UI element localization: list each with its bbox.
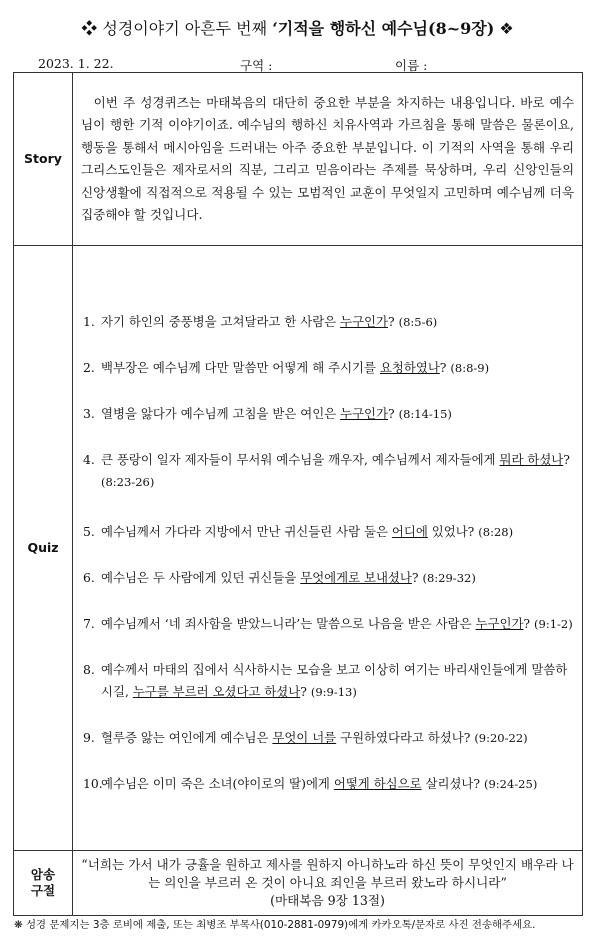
- quiz-question: 예수님은 두 사람에게 있던 귀신들을: [101, 569, 301, 585]
- quiz-question: 백부장은 예수님께 다만 말씀만 어떻게 해 주시기를: [101, 359, 380, 375]
- quiz-underlined: 어디에: [391, 523, 428, 539]
- memory-verse-reference: (마태복음 9장 13절): [270, 893, 385, 908]
- quiz-question-end: ?: [411, 569, 423, 585]
- story-text: 이번 주 성경퀴즈는 마태복음의 대단히 중요한 부분을 차지하는 내용입니다. 바로 예수님이 행한 기적 이야기이죠. 예수님의 행하신 치유사역과 가르침을 통해 말씀은 물론이요, 행동을 통해서 메시아임을 드러내는 아주 중요한 부분입니다. 이 기적의 사역을 통해 우리 그리스도인들은 제자로서의 직분, 그리고 믿음이라는 주제를 묵상하며, 우리 신앙인들의 신앙생활에 직접적으로 적용될 수 있는 모범적인 교훈이 무엇일지 고민하며 예수님께 더욱 집중해야 할 것입니다.: [73, 73, 583, 246]
- quiz-number: 2.: [83, 359, 95, 375]
- quiz-item-9: [83, 727, 574, 749]
- quiz-reference: (8:29-32): [422, 570, 476, 585]
- quiz-reference: (9:1-2): [534, 616, 573, 631]
- quiz-item-2: [83, 357, 574, 379]
- name-field-label: 이름 :: [395, 58, 428, 73]
- quiz-question: 열병을 앓다가 예수님께 고침을 받은 여인은: [101, 405, 341, 421]
- quiz-item-5: [83, 521, 574, 543]
- quiz-question-end: ?: [387, 405, 399, 421]
- region-field-label: 구역 :: [240, 58, 273, 73]
- quiz-label: Quiz: [14, 246, 73, 851]
- quiz-question-end: ?: [387, 313, 399, 329]
- title-prefix: ❖ 성경이야기 아흔두 번째: [81, 19, 273, 38]
- story-row: [14, 73, 583, 246]
- quiz-number: 3.: [83, 405, 95, 421]
- quiz-reference: (8:28): [478, 524, 514, 539]
- quiz-item-10: [83, 773, 574, 795]
- quiz-number: 4.: [83, 451, 95, 467]
- quiz-number: 9.: [83, 729, 95, 745]
- quiz-reference: (9:24-25): [483, 776, 538, 791]
- quiz-item-4: [83, 449, 574, 493]
- quiz-number: 1.: [83, 313, 95, 329]
- quiz-question: 예수께서 마태의 집에서 식사하시는 모습을 보고 이상히 여기는 바리새인들에게 말씀하시길,: [101, 661, 568, 699]
- quiz-question: 예수님은 이미 죽은 소녀(야이로의 딸)에게: [101, 775, 334, 791]
- quiz-question: 자기 하인의 중풍병을 고쳐달라고 한 사람은: [101, 313, 341, 329]
- footer-note: ❋ 성경 문제지는 3층 로비에 제출, 또는 최병조 부목사(010-2881-0979)에게 카카오톡/문자로 사진 전송해주세요.: [14, 919, 536, 931]
- quiz-question: 예수님께서 가다라 지방에서 만난 귀신들린 사람 둘은: [101, 523, 392, 539]
- quiz-item-1: [83, 311, 574, 333]
- quiz-underlined: 무엇이 너를: [272, 729, 337, 745]
- quiz-reference: (8:14-15): [398, 406, 452, 421]
- quiz-underlined: 누구인가: [475, 615, 524, 631]
- quiz-number: 6.: [83, 569, 95, 585]
- quiz-question-end: ?: [300, 683, 311, 699]
- title-emphasis: ‘기적을 행하신 예수님(8~9장): [272, 19, 495, 38]
- quiz-underlined: 요청하였나: [379, 359, 440, 375]
- quiz-item-8: [83, 659, 574, 703]
- quiz-underlined: 누구인가: [340, 313, 388, 329]
- memory-label-line2: 구절: [30, 883, 56, 898]
- memory-verse: [73, 851, 583, 916]
- memory-verse-text: “너희는 가서 내가 긍휼을 원하고 제사를 원하지 아니하노라 하신 뜻이 무엇인지 배우라 나는 의인을 부르러 온 것이 아니요 죄인을 부르러 왔노라 하시니라”: [81, 857, 574, 890]
- quiz-question: 큰 풍랑이 일자 제자들이 무서워 예수님을 깨우자, 예수님께서 제자들에게: [101, 451, 500, 467]
- quiz-reference: (8:5-6): [398, 314, 438, 329]
- memory-verse-label: [14, 851, 73, 916]
- quiz-question-end: ?: [523, 615, 535, 631]
- quiz-question-end: 구원하였다라고 하셨나?: [336, 729, 475, 745]
- quiz-number: 8.: [83, 661, 95, 677]
- quiz-question-end: ?: [563, 451, 570, 467]
- quiz-underlined: 누구인가: [340, 405, 388, 421]
- quiz-reference: (8:8-9): [450, 360, 490, 375]
- title-suffix: ❖: [494, 19, 514, 38]
- memory-verse-row: [14, 851, 583, 916]
- quiz-number: 5.: [83, 523, 95, 539]
- quiz-question: 예수님께서 ‘네 죄사함을 받았느니라’는 말씀으로 나음을 받은 사람은: [101, 615, 476, 631]
- quiz-number: 7.: [83, 615, 95, 631]
- quiz-reference: (9:9-13): [310, 684, 357, 699]
- quiz-underlined: 뭐라 하셨나: [499, 451, 564, 467]
- memory-label-line1: 암송: [30, 867, 56, 883]
- quiz-reference: (9:20-22): [474, 730, 528, 745]
- quiz-underlined: 무엇에게로 보내셨나: [300, 569, 412, 585]
- story-label: Story: [14, 73, 73, 246]
- quiz-underlined: 어떻게 하심으로: [333, 775, 422, 791]
- quiz-list: [73, 246, 583, 851]
- worksheet-title: [0, 16, 595, 39]
- quiz-item-3: [83, 403, 574, 425]
- quiz-number: 10.: [83, 775, 103, 791]
- quiz-item-7: [83, 613, 574, 635]
- quiz-underlined: 누구를 부르러 오셨다고 하셨나: [132, 683, 301, 699]
- quiz-question: 혈루증 앓는 여인에게 예수님은: [101, 729, 273, 745]
- quiz-reference: (8:23-26): [101, 474, 155, 489]
- quiz-question-end: ?: [439, 359, 451, 375]
- quiz-question-end: 살리셨나?: [421, 775, 484, 791]
- quiz-row: [14, 246, 583, 851]
- quiz-question-end: 있었나?: [427, 523, 479, 539]
- quiz-item-6: [83, 567, 574, 589]
- worksheet-table: [13, 72, 583, 916]
- worksheet-date: 2023. 1. 22.: [38, 56, 114, 71]
